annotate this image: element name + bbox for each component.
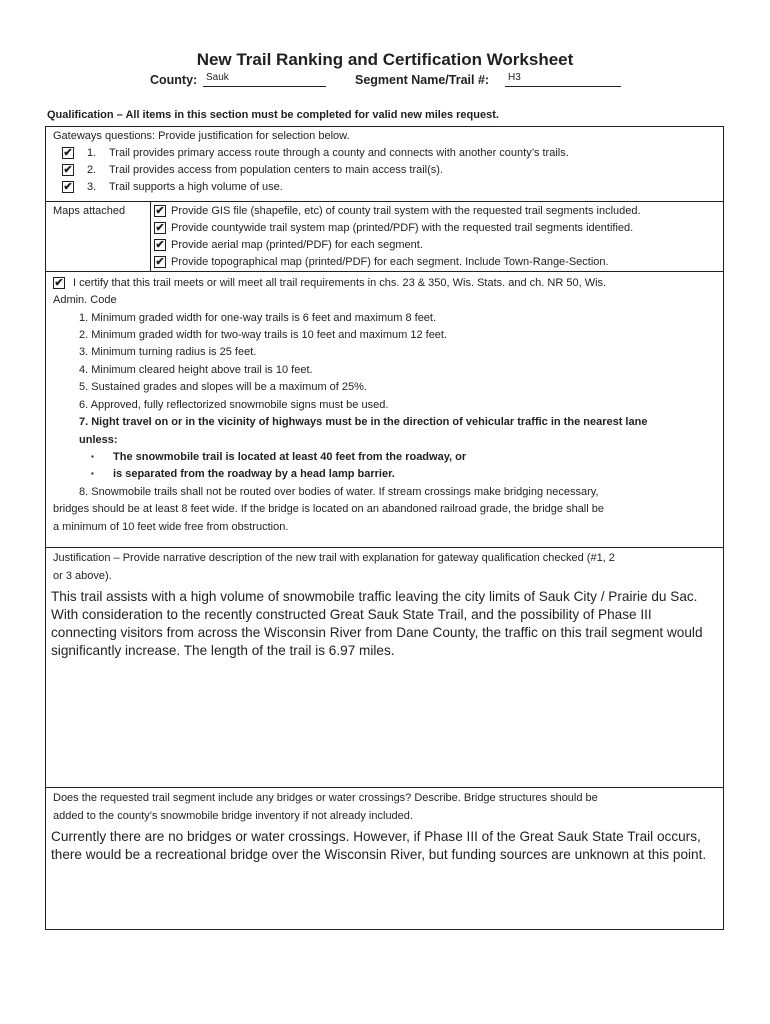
page-title: New Trail Ranking and Certification Worksheet — [196, 50, 574, 69]
requirement-4: 4. Minimum cleared height above trail is 10 feet. — [79, 364, 313, 376]
requirement-3: 3. Minimum turning radius is 25 feet. — [79, 346, 257, 358]
bridges-prompt-1: Does the requested trail segment include any bridges or water crossings? Describe. Bridge structures should be — [53, 792, 598, 804]
gateway-1-number: 1. — [87, 147, 97, 159]
gateway-2-checkbox[interactable]: ✔ — [63, 164, 73, 176]
requirement-5: 5. Sustained grades and slopes will be a maximum of 25%. — [79, 381, 367, 393]
map-aerial-checkbox[interactable]: ✔ — [155, 239, 165, 251]
requirement-1: 1. Minimum graded width for one-way trails is 6 feet and maximum 8 feet. — [79, 312, 437, 324]
bullet-2-mark: ▪ — [91, 469, 94, 478]
justification-section — [45, 547, 724, 788]
maps-section — [45, 201, 724, 272]
county-label: County: — [150, 73, 198, 87]
certify-checkbox[interactable]: ✔ — [54, 277, 64, 289]
requirement-8-line-3: a minimum of 10 feet wide free from obstruction. — [53, 521, 289, 533]
qualification-heading: Qualification – All items in this section must be completed for valid new miles request. — [47, 109, 499, 121]
gateway-3-checkbox[interactable]: ✔ — [63, 181, 73, 193]
gateways-section — [45, 126, 724, 202]
requirement-7-bullet-1: The snowmobile trail is located at least 40 feet from the roadway, or — [113, 451, 467, 463]
requirement-7-line-1: 7. Night travel on or in the vicinity of highways must be in the direction of vehicular traffic in the nearest lane — [79, 416, 648, 428]
maps-divider — [150, 202, 151, 271]
map-topo-checkbox[interactable]: ✔ — [155, 256, 165, 268]
requirement-2: 2. Minimum graded width for two-way trails is 10 feet and maximum 12 feet. — [79, 329, 448, 341]
justification-prompt-2: or 3 above). — [53, 570, 112, 582]
map-countywide-text: Provide countywide trail system map (printed/PDF) with the requested trail segments identified. — [171, 222, 634, 234]
segment-field[interactable]: H3 — [505, 72, 621, 87]
gateway-1-text: Trail provides primary access route through a county and connects with another county’s trails. — [109, 147, 569, 159]
map-topo-text: Provide topographical map (printed/PDF) for each segment. Include Town-Range-Section. — [171, 256, 609, 268]
gateway-3-text: Trail supports a high volume of use. — [109, 181, 283, 193]
gateway-3-number: 3. — [87, 181, 97, 193]
justification-answer[interactable]: This trail assists with a high volume of snowmobile traffic leaving the city limits of Sauk City / Prairie du Sac. With consideration to the recently constructed Great Sauk State Trail, and the possibility of Phase III connecting visitors from across the Wisconsin River from Dane County, the traffic on this trail segment would significantly increase. The length of the trail is 6.97 miles. — [51, 589, 703, 658]
certification-section — [45, 271, 724, 548]
gateway-2-text: Trail provides access from population centers to main access trail(s). — [109, 164, 443, 176]
county-field[interactable]: Sauk — [203, 72, 326, 87]
maps-label: Maps attached — [53, 205, 126, 217]
map-gis-checkbox[interactable]: ✔ — [155, 205, 165, 217]
certify-line-2: Admin. Code — [53, 294, 117, 306]
map-aerial-text: Provide aerial map (printed/PDF) for each segment. — [171, 239, 423, 251]
requirement-7-line-2: unless: — [79, 434, 118, 446]
justification-prompt-1: Justification – Provide narrative description of the new trail with explanation for gateway qualification checked (#1, 2 — [53, 552, 615, 564]
gateways-heading: Gateways questions: Provide justification for selection below. — [53, 130, 350, 142]
requirement-8-line-2: bridges should be at least 8 feet wide. If the bridge is located on an abandoned railroad grade, the bridge shall be — [53, 503, 604, 515]
bridges-answer[interactable]: Currently there are no bridges or water crossings. However, if Phase III of the Great Sauk State Trail occurs, there would be a recreational bridge over the Wisconsin River, but funding sources are unknown at this point. — [51, 829, 707, 862]
bullet-1-mark: ▪ — [91, 452, 94, 461]
map-gis-text: Provide GIS file (shapefile, etc) of county trail system with the requested trail segments included. — [171, 205, 641, 217]
bridges-prompt-2: added to the county’s snowmobile bridge inventory if not already included. — [53, 810, 413, 822]
bridges-section — [45, 787, 724, 930]
gateway-1-checkbox[interactable]: ✔ — [63, 147, 73, 159]
certify-line-1: I certify that this trail meets or will meet all trail requirements in chs. 23 & 350, Wis. Stats. and ch. NR 50, Wis. — [73, 277, 607, 289]
requirement-7-bullet-2: is separated from the roadway by a head lamp barrier. — [113, 468, 395, 480]
map-countywide-checkbox[interactable]: ✔ — [155, 222, 165, 234]
requirement-8-line-1: 8. Snowmobile trails shall not be routed over bodies of water. If stream crossings make bridging necessary, — [79, 486, 599, 498]
gateway-2-number: 2. — [87, 164, 97, 176]
requirement-6: 6. Approved, fully reflectorized snowmobile signs must be used. — [79, 399, 389, 411]
segment-label: Segment Name/Trail #: — [355, 73, 490, 87]
